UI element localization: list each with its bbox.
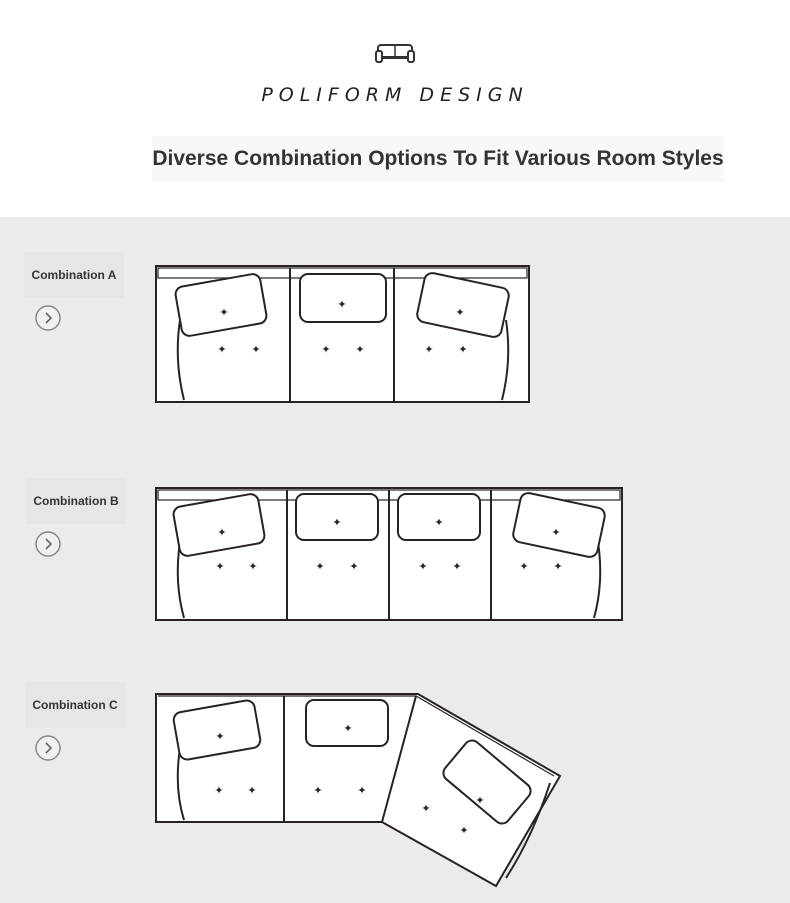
svg-text:✦: ✦ <box>248 560 258 573</box>
combination-gallery <box>0 217 790 903</box>
svg-text:✦: ✦ <box>475 794 485 807</box>
combination-a-sofa <box>150 260 536 410</box>
svg-text:✦: ✦ <box>421 802 431 815</box>
svg-text:✦: ✦ <box>343 722 353 735</box>
page-header <box>0 0 790 217</box>
svg-text:✦: ✦ <box>219 306 229 319</box>
svg-text:✦: ✦ <box>519 560 529 573</box>
chevron-right-icon[interactable] <box>35 305 61 331</box>
svg-text:✦: ✦ <box>551 526 561 539</box>
svg-text:✦: ✦ <box>458 343 468 356</box>
svg-text:✦: ✦ <box>553 560 563 573</box>
brand-name: POLIFORM DESIGN <box>261 84 529 106</box>
svg-text:✦: ✦ <box>315 560 325 573</box>
svg-text:✦: ✦ <box>215 560 225 573</box>
chevron-right-icon[interactable] <box>35 735 61 761</box>
svg-text:✦: ✦ <box>251 343 261 356</box>
svg-text:✦: ✦ <box>215 730 225 743</box>
svg-text:✦: ✦ <box>452 560 462 573</box>
combination-b-label: Combination B <box>26 478 126 524</box>
svg-text:✦: ✦ <box>217 526 227 539</box>
svg-text:✦: ✦ <box>247 784 257 797</box>
svg-text:✦: ✦ <box>349 560 359 573</box>
svg-text:✦: ✦ <box>418 560 428 573</box>
svg-text:✦: ✦ <box>214 784 224 797</box>
combination-a-label: Combination A <box>24 252 124 298</box>
page-headline: Diverse Combination Options To Fit Various Room Styles <box>152 136 724 182</box>
svg-text:✦: ✦ <box>355 343 365 356</box>
svg-text:✦: ✦ <box>424 343 434 356</box>
combination-b-sofa <box>150 482 630 626</box>
combination-c-label: Combination C <box>25 682 125 728</box>
svg-text:✦: ✦ <box>434 516 444 529</box>
sofa-icon <box>375 42 415 66</box>
chevron-right-icon[interactable] <box>35 531 61 557</box>
svg-text:✦: ✦ <box>357 784 367 797</box>
combination-c-sofa <box>150 688 566 893</box>
svg-text:✦: ✦ <box>313 784 323 797</box>
svg-text:✦: ✦ <box>455 306 465 319</box>
svg-text:✦: ✦ <box>459 824 469 837</box>
svg-text:✦: ✦ <box>337 298 347 311</box>
svg-text:✦: ✦ <box>332 516 342 529</box>
svg-text:✦: ✦ <box>217 343 227 356</box>
svg-text:✦: ✦ <box>321 343 331 356</box>
